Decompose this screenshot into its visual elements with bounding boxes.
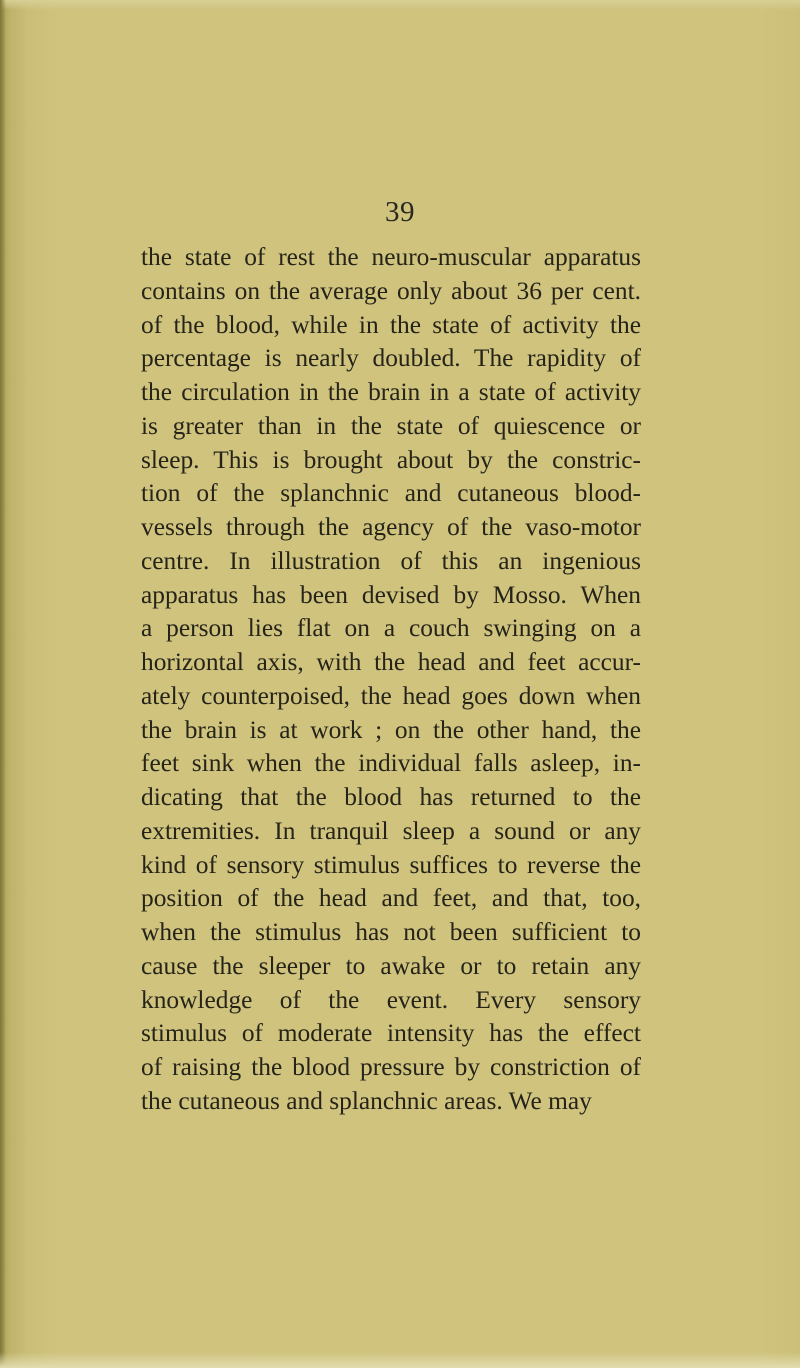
text-line: extremities. In tranquil sleep a sound or any <box>141 816 641 845</box>
body-text <box>141 241 641 1119</box>
text-line: position of the head and feet, and that, too, <box>141 884 641 913</box>
text-line: ately counterpoised, the head goes down when <box>141 681 641 710</box>
page-top-edge <box>0 0 800 10</box>
text-line: is greater than in the state of quiescence or <box>141 411 641 440</box>
text-line: of raising the blood pressure by constriction of <box>141 1053 641 1081</box>
text-line: the brain is at work ; on the other hand, the <box>141 715 641 744</box>
text-line: knowledge of the event. Every sensory <box>141 985 641 1014</box>
text-line: a person lies flat on a couch swinging on a <box>141 614 641 643</box>
text-line: vessels through the agency of the vaso-motor <box>141 513 641 541</box>
text-line: stimulus of moderate intensity has the effect <box>141 1019 641 1048</box>
text-line: horizontal axis, with the head and feet accur- <box>141 648 641 676</box>
text-line: the state of rest the neuro-muscular apparatus <box>141 243 641 271</box>
page-bottom-edge <box>0 1352 800 1368</box>
text-line: tion of the splanchnic and cutaneous blood- <box>141 479 641 508</box>
text-line: contains on the average only about 36 per cent. <box>141 276 641 305</box>
text-line: apparatus has been devised by Mosso. When <box>141 580 641 609</box>
text-line: the circulation in the brain in a state of activity <box>141 378 641 406</box>
text-line: centre. In illustration of this an ingenious <box>141 546 641 575</box>
text-line: cause the sleeper to awake or to retain any <box>141 951 641 980</box>
text-line: of the blood, while in the state of activity the <box>141 310 641 339</box>
text-line: when the stimulus has not been sufficient to <box>141 918 641 946</box>
text-line: percentage is nearly doubled. The rapidity of <box>141 344 641 373</box>
text-line: the cutaneous and splanchnic areas. We may <box>141 1086 592 1115</box>
text-line: kind of sensory stimulus suffices to reverse the <box>141 850 641 879</box>
page-number: 39 <box>385 196 415 228</box>
text-line: feet sink when the individual falls asleep, in- <box>141 749 641 778</box>
text-line: dicating that the blood has returned to the <box>141 783 641 811</box>
text-line: sleep. This is brought about by the constric- <box>141 445 641 474</box>
